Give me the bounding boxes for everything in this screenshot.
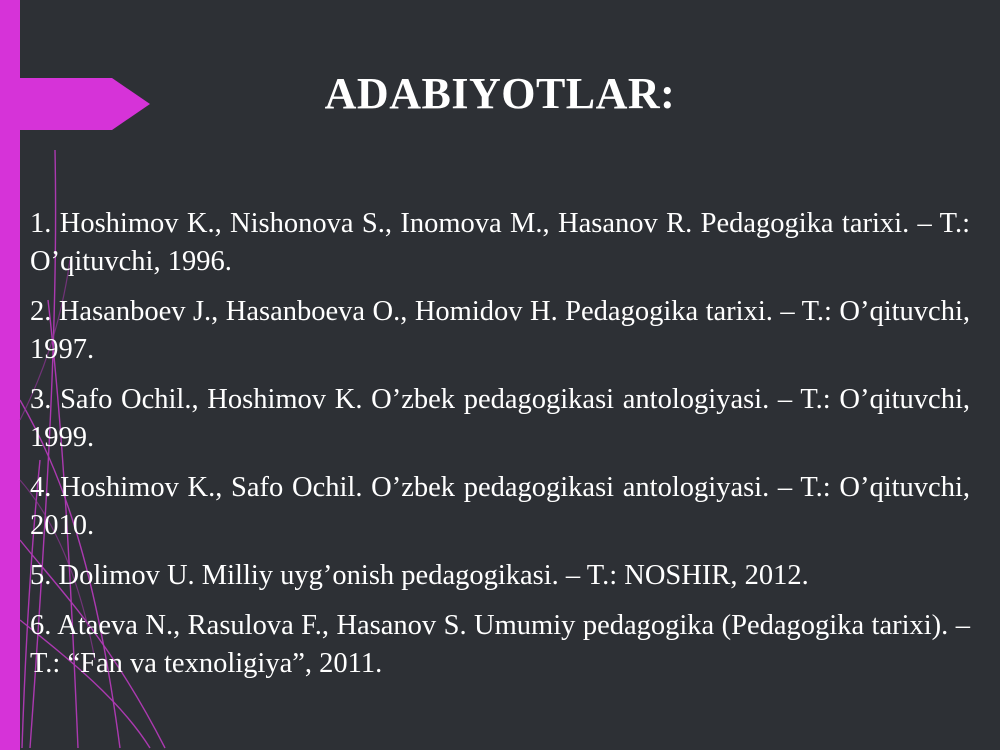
slide-title: ADABIYOTLAR: — [324, 69, 676, 118]
reference-item: 1. Hoshimov K., Nishonova S., Inomova M., Hasanov R. Pedagogika tarixi. – T.: O’qituvchi, 1996. — [30, 208, 970, 277]
reference-item: 5. Dolimov U. Milliy uyg’onish pedagogikasi. – T.: NOSHIR, 2012. — [30, 560, 809, 591]
reference-item: 6. Ataeva N., Rasulova F., Hasanov S. Umumiy pedagogika (Pedagogika tarixi). – T.: “Fan va texnoligiya”, 2011. — [30, 610, 970, 679]
reference-item: 3. Safo Ochil., Hoshimov K. O’zbek pedagogikasi antologiyasi. – T.: O’qituvchi, 1999. — [30, 384, 970, 453]
references-list — [30, 205, 970, 695]
reference-item: 2. Hasanboev J., Hasanboeva O., Homidov H. Pedagogika tarixi. – T.: O’qituvchi, 1997. — [30, 296, 970, 365]
reference-item: 4. Hoshimov K., Safo Ochil. O’zbek pedagogikasi antologiyasi. – T.: O’qituvchi, 2010. — [30, 472, 970, 541]
